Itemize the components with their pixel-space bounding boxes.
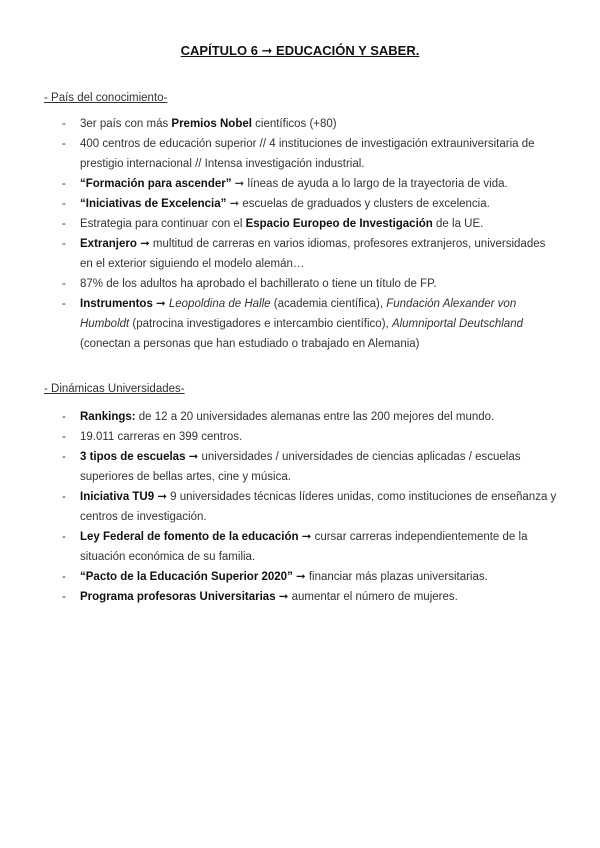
bold-term: “Pacto de la Educación Superior 2020” ➞ [80, 571, 306, 583]
list-item [0, 134, 600, 174]
item-text: Estrategia para continuar con el [80, 218, 246, 230]
list-item [0, 447, 600, 487]
bold-term: Extranjero ➞ [80, 238, 150, 250]
item-text: (conectan a personas que han estudiado o trabajado en Alemania) [80, 338, 420, 350]
item-text: (patrocina investigadores e intercambio científico), [129, 318, 392, 330]
italic-term: Alumniportal Deutschland [391, 318, 523, 330]
item-text: multitud de carreras en varios idiomas, profesores extranjeros, universidades en el exterior siguiendo el modelo alemán… [80, 238, 546, 270]
section-heading-dinamicas: - Dinámicas Universidades- [44, 383, 185, 395]
item-text: de 12 a 20 universidades alemanas entre las 200 mejores del mundo. [135, 411, 495, 423]
item-text: cursar carreras independientemente de la situación económica de su familia. [80, 531, 528, 563]
bold-term: Instrumentos ➞ [80, 298, 166, 310]
list-item [0, 407, 600, 427]
list-item [0, 234, 600, 274]
item-text: 9 universidades técnicas líderes unidas, como instituciones de enseñanza y centros de investigación. [80, 491, 557, 523]
list-item [0, 487, 600, 527]
bold-term: “Formación para ascender” [80, 178, 232, 190]
item-text: 3er país con más [80, 118, 172, 130]
italic-term: Fundación Alexander von Humboldt [80, 298, 517, 330]
item-text: financiar más plazas universitarias. [305, 571, 488, 583]
bold-term: Espacio Europeo de Investigación [245, 218, 433, 230]
bold-term: Iniciativa TU9 ➞ [80, 491, 167, 503]
bold-term: Premios Nobel [171, 118, 252, 130]
item-text: universidades / universidades de ciencias aplicadas / escuelas superiores de bellas artes, cine y música. [80, 451, 521, 483]
list-item [0, 194, 600, 214]
item-text: ➞ escuelas de graduados y clusters de excelencia. [226, 198, 490, 210]
list-item [0, 274, 600, 294]
list-item [0, 427, 600, 447]
bold-term: 3 tipos de escuelas ➞ [80, 451, 199, 463]
list-item [0, 527, 600, 567]
bold-term: “Iniciativas de Excelencia” [80, 198, 227, 210]
list-item [0, 214, 600, 234]
list-item [0, 174, 600, 194]
list-item [0, 567, 600, 587]
bold-term: Ley Federal de fomento de la educación ➞ [80, 531, 312, 543]
section-list-dinamicas [0, 407, 600, 607]
section-heading-pais: - País del conocimiento- [44, 92, 168, 104]
italic-term: Leopoldina de Halle [168, 298, 271, 310]
chapter-title: CAPÍTULO 6 ➞ EDUCACIÓN Y SABER. [180, 43, 420, 58]
bold-term: Rankings: [80, 411, 136, 423]
list-item [0, 294, 600, 354]
section-list-pais [0, 114, 600, 354]
bold-term: Programa profesoras Universitarias ➞ [80, 591, 289, 603]
list-item [0, 114, 600, 134]
item-text: de la UE. [432, 218, 484, 230]
list-item [0, 587, 600, 607]
item-text: (academia científica), [270, 298, 387, 310]
item-text: ➞ líneas de ayuda a lo largo de la trayectoria de vida. [231, 178, 508, 190]
item-text: científicos (+80) [251, 118, 337, 130]
item-text: 400 centros de educación superior // 4 instituciones de investigación extrauniversitaria de prestigio internacional // Intensa investigación industrial. [80, 138, 535, 170]
item-text: 87% de los adultos ha aprobado el bachillerato o tiene un título de FP. [80, 278, 437, 290]
item-text: 19.011 carreras en 399 centros. [80, 431, 243, 443]
item-text: aumentar el número de mujeres. [288, 591, 458, 603]
